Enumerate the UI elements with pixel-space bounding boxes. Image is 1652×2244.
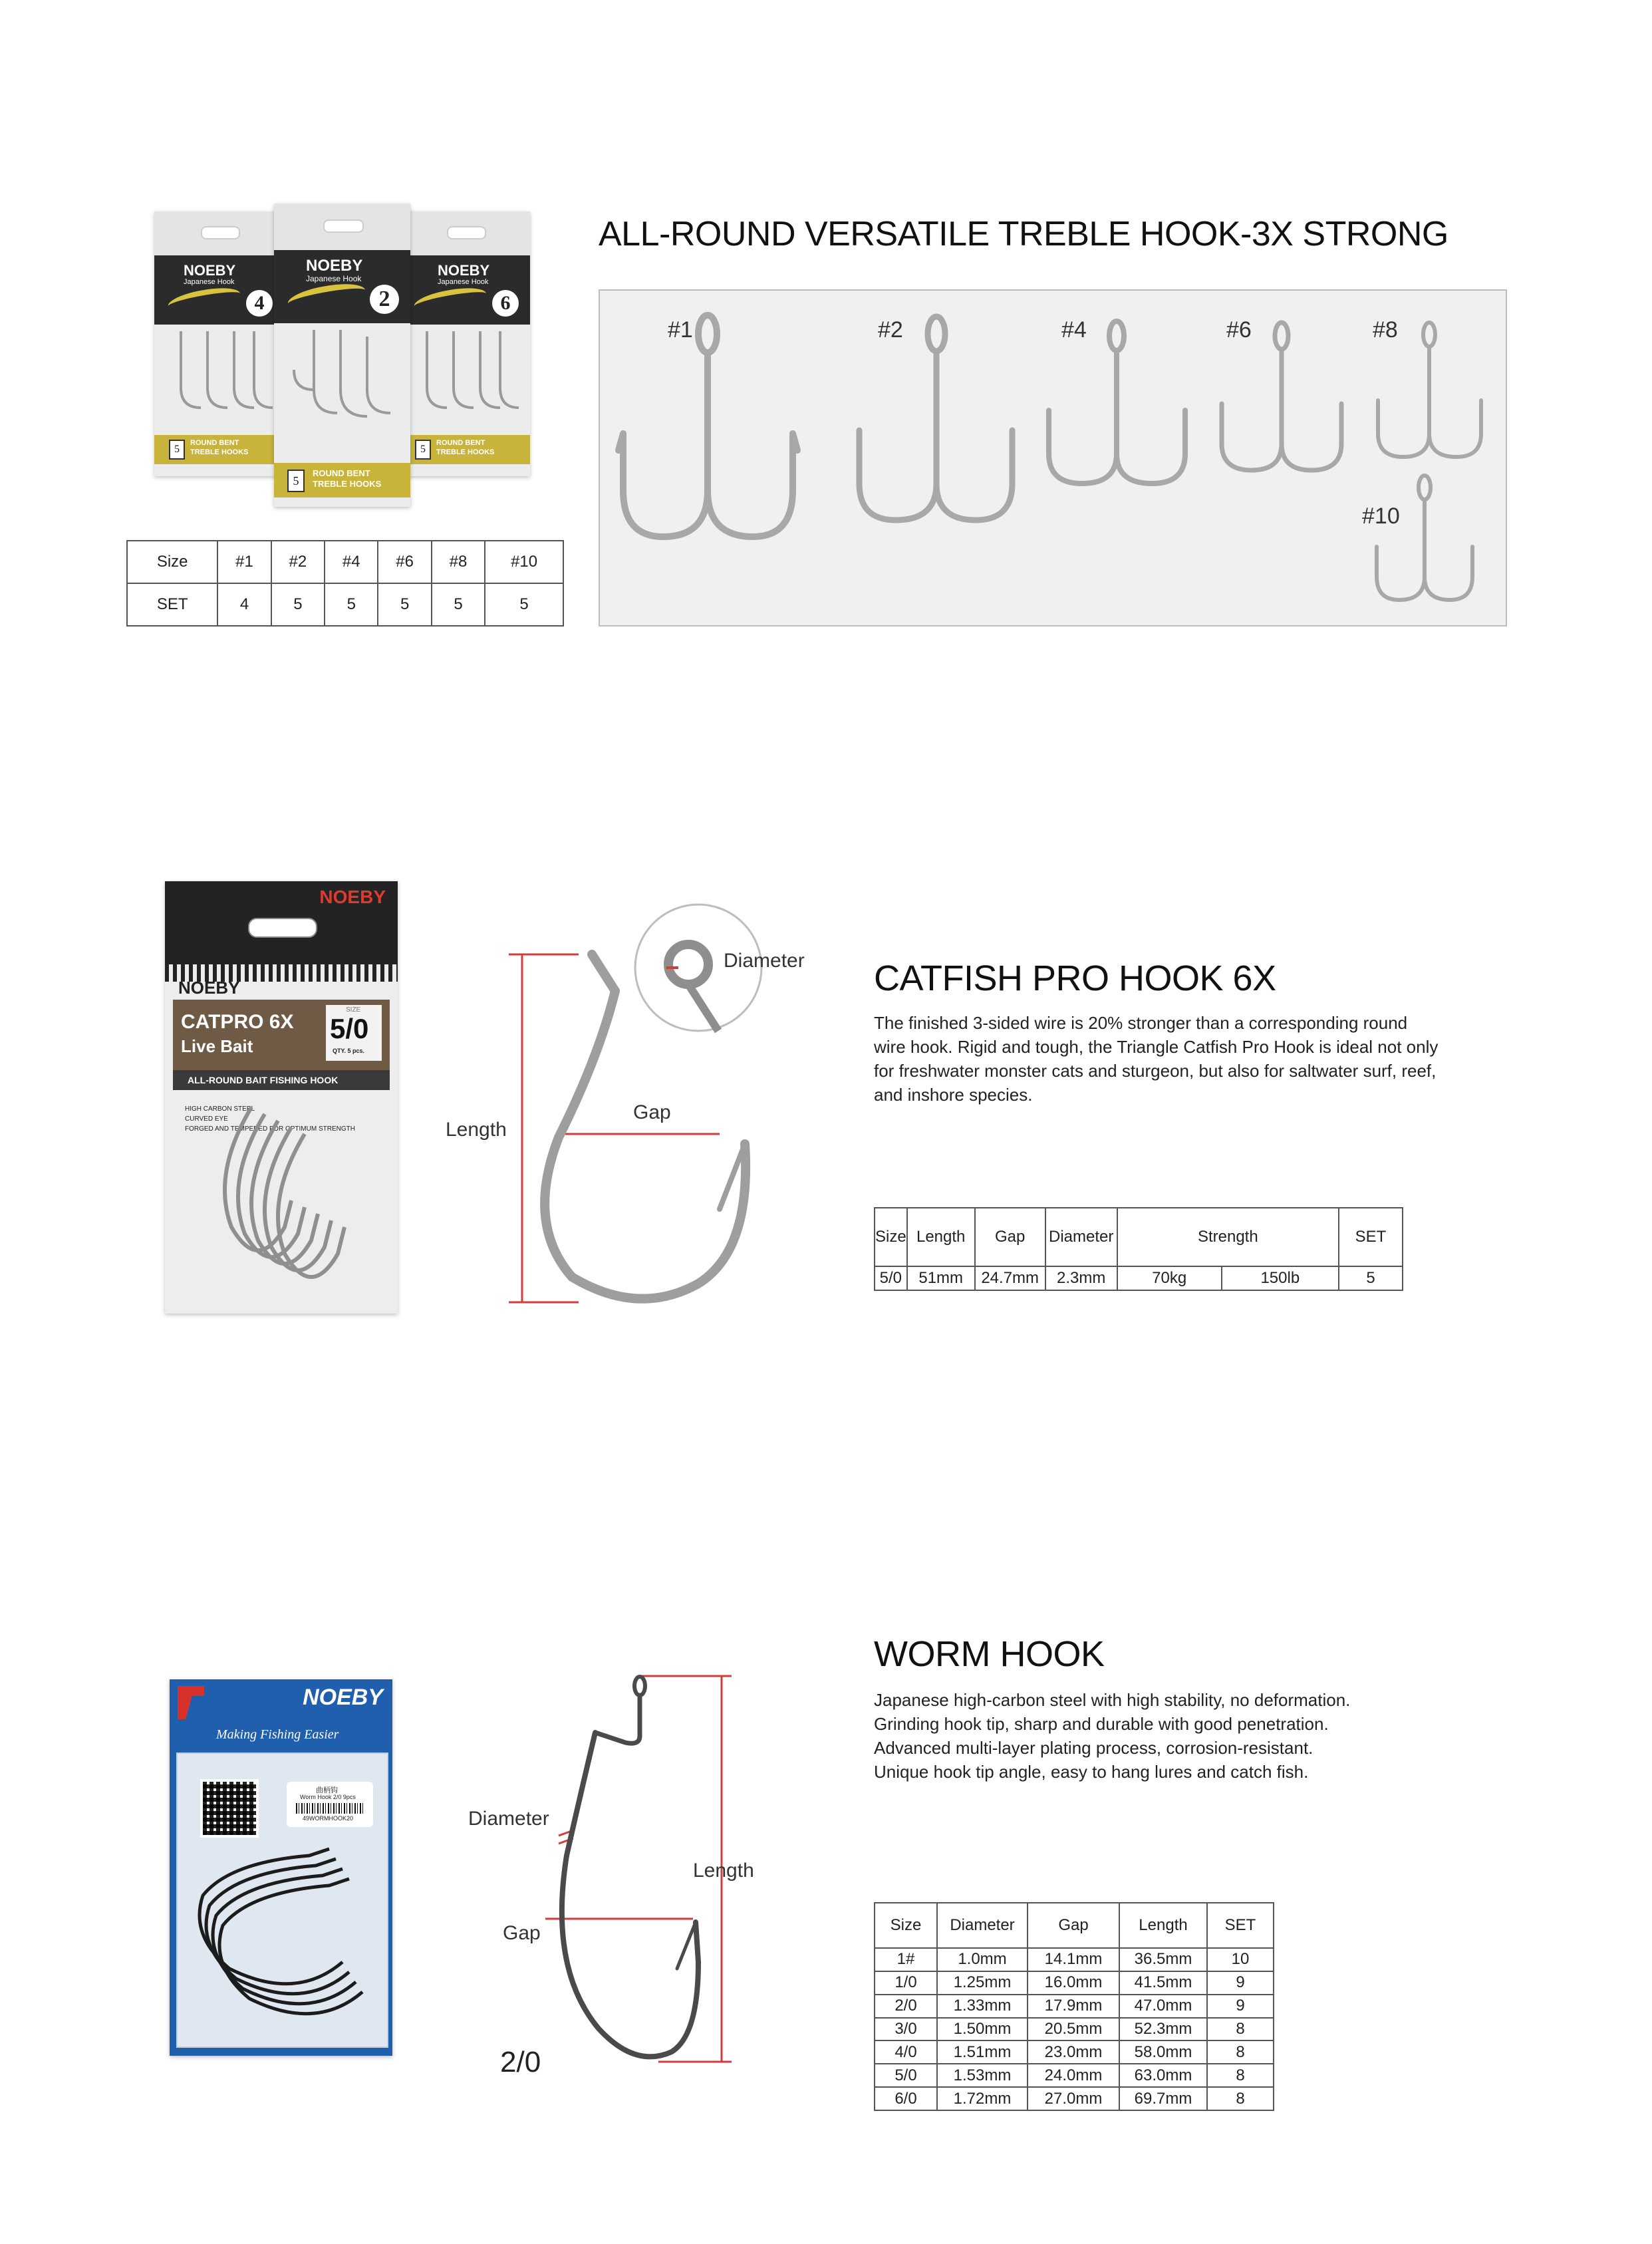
table-cell: 52.3mm <box>1119 2018 1207 2041</box>
description-line: for freshwater monster cats and sturgeon, but also for saltwater surf, reef, <box>874 1061 1437 1081</box>
package-sub: Japanese Hook <box>184 278 235 286</box>
table-cell: 2/0 <box>875 1995 937 2018</box>
table-cell: #4 <box>325 541 378 583</box>
package-brand: NOEBY <box>184 262 236 279</box>
package-brand: NOEBY <box>178 978 240 998</box>
table-cell: 4/0 <box>875 2040 937 2064</box>
dimension-gap-label: Gap <box>503 1922 541 1944</box>
table-cell: 1.25mm <box>937 1971 1028 1995</box>
dimension-gap-label: Gap <box>633 1101 671 1123</box>
package-banner: ALL-ROUND BAIT FISHING HOOK <box>188 1075 339 1085</box>
table-row <box>875 2018 1274 2041</box>
package-sub: Japanese Hook <box>306 274 362 283</box>
table-cell: 16.0mm <box>1028 1971 1119 1995</box>
table-cell: 70kg <box>1117 1266 1222 1290</box>
table-header-row <box>875 1903 1274 1948</box>
hook-size-label: #8 <box>1373 317 1398 343</box>
table-header-cell: Size <box>875 1903 937 1948</box>
table-cell: 1# <box>875 1948 937 1971</box>
dimension-diameter-label: Diameter <box>724 950 805 972</box>
table-cell: 58.0mm <box>1119 2040 1207 2064</box>
table-row <box>875 2087 1274 2110</box>
package-sub: Live Bait <box>181 1036 253 1056</box>
table-cell: 1/0 <box>875 1971 937 1995</box>
hook-size-label: #6 <box>1226 317 1252 343</box>
table-row <box>875 1948 1274 1971</box>
description-line: Grinding hook tip, sharp and durable with good penetration. <box>874 1714 1329 1734</box>
description-line: wire hook. Rigid and tough, the Triangle Catfish Pro Hook is ideal not only <box>874 1037 1439 1057</box>
hooks-inside-icon <box>154 325 284 418</box>
package-brand: NOEBY <box>303 1685 383 1710</box>
table-cell: 17.9mm <box>1028 1995 1119 2018</box>
worm-package <box>170 1679 392 2056</box>
table-cell: 51mm <box>907 1266 975 1290</box>
table-cell: 27.0mm <box>1028 2087 1119 2110</box>
hook-size-label: #1 <box>668 317 693 343</box>
hook-size-label: #10 <box>1362 503 1400 529</box>
package-size: 5/0 <box>330 1013 369 1044</box>
treble-hooks-illustration <box>600 291 1506 625</box>
table-cell: 24.0mm <box>1028 2064 1119 2087</box>
package-name-line1: ROUND BENT <box>313 468 370 478</box>
package-qty: 5 <box>169 440 185 460</box>
table-row <box>875 1266 1403 1290</box>
table-cell: 14.1mm <box>1028 1948 1119 1971</box>
table-cell: 5 <box>271 583 325 626</box>
dimension-length-label: Length <box>446 1119 507 1141</box>
table-cell: 1.33mm <box>937 1995 1028 2018</box>
hooks-inside-icon <box>274 323 410 430</box>
table-cell: Size <box>127 541 217 583</box>
treble-hook-sizes-panel <box>599 289 1507 627</box>
package-qty: 5 <box>287 470 305 492</box>
table-cell: 150lb <box>1222 1266 1339 1290</box>
hooks-inside-icon <box>400 325 530 418</box>
table-cell: 5 <box>1339 1266 1403 1290</box>
table-header-cell: Length <box>1119 1903 1207 1948</box>
table-cell: 63.0mm <box>1119 2064 1207 2087</box>
table-cell: 4 <box>217 583 271 626</box>
table-row <box>875 1971 1274 1995</box>
table-row <box>127 583 563 626</box>
table-cell: 2.3mm <box>1045 1266 1117 1290</box>
hook-size-caption: 2/0 <box>500 2046 541 2078</box>
table-cell: 5 <box>432 583 485 626</box>
table-cell: 8 <box>1207 2040 1274 2064</box>
hook-size-label: #4 <box>1061 317 1087 343</box>
table-cell: 10 <box>1207 1948 1274 1971</box>
worm-description <box>874 1688 1512 1784</box>
table-header-cell: Diameter <box>1045 1208 1117 1266</box>
description-line: The finished 3-sided wire is 20% stronger than a corresponding round <box>874 1013 1408 1033</box>
table-row <box>127 541 563 583</box>
table-header-cell: Size <box>875 1208 907 1266</box>
description-line: Japanese high-carbon steel with high stability, no deformation. <box>874 1690 1351 1710</box>
table-cell: 8 <box>1207 2087 1274 2110</box>
table-cell: SET <box>127 583 217 626</box>
package-name-line1: ROUND BENT <box>190 439 239 447</box>
package-name-line2: TREBLE HOOKS <box>436 448 495 456</box>
table-cell: 23.0mm <box>1028 2040 1119 2064</box>
package-name-line2: TREBLE HOOKS <box>190 448 249 456</box>
table-cell: 20.5mm <box>1028 2018 1119 2041</box>
treble-hook-10-icon <box>1377 476 1472 600</box>
table-cell: 5 <box>485 583 563 626</box>
hook-size-label: #2 <box>878 317 903 343</box>
table-header-cell: Strength <box>1117 1208 1339 1266</box>
table-header-cell: Length <box>907 1208 975 1266</box>
table-header-row <box>875 1208 1403 1266</box>
dimension-diameter-label: Diameter <box>468 1808 549 1830</box>
table-cell: #2 <box>271 541 325 583</box>
table-cell: 6/0 <box>875 2087 937 2110</box>
table-cell: #6 <box>378 541 431 583</box>
table-header-cell: Gap <box>1028 1903 1119 1948</box>
package-size-number: 2 <box>370 285 399 314</box>
table-cell: 5 <box>378 583 431 626</box>
treble-hook-1-icon <box>619 315 797 537</box>
package-size-label: SIZE <box>346 1006 361 1014</box>
package-feature: CURVED EYE <box>185 1115 228 1123</box>
description-line: Advanced multi-layer plating process, corrosion-resistant. <box>874 1738 1313 1758</box>
table-row <box>875 2064 1274 2087</box>
table-cell: 5 <box>325 583 378 626</box>
catfish-title: CATFISH PRO HOOK 6X <box>874 958 1276 998</box>
package-qty: QTY. 5 pcs. <box>333 1048 365 1054</box>
table-cell: 5/0 <box>875 1266 907 1290</box>
hooks-inside-icon <box>165 1101 398 1300</box>
package-brand: NOEBY <box>306 257 363 275</box>
catfish-description <box>874 1011 1512 1107</box>
package-size-number: 6 <box>492 290 519 317</box>
table-cell: 47.0mm <box>1119 1995 1207 2018</box>
package-code: 49WORMHOOK20 <box>303 1815 354 1822</box>
table-header-cell: Diameter <box>937 1903 1028 1948</box>
table-cell: 1.0mm <box>937 1948 1028 1971</box>
table-cell: #10 <box>485 541 563 583</box>
table-cell: #8 <box>432 541 485 583</box>
catfish-hook-diagram <box>479 891 904 1317</box>
table-row <box>875 1995 1274 2018</box>
package-name-line1: ROUND BENT <box>436 439 485 447</box>
package-treble-size-6 <box>400 211 530 476</box>
table-header-cell: SET <box>1207 1903 1274 1948</box>
worm-title: WORM HOOK <box>874 1634 1105 1674</box>
package-sub: Japanese Hook <box>438 278 489 286</box>
package-model: CATPRO 6X <box>181 1011 294 1033</box>
table-cell: 9 <box>1207 1971 1274 1995</box>
table-cell: 8 <box>1207 2018 1274 2041</box>
treble-hook-4-icon <box>1049 321 1185 484</box>
treble-size-table <box>126 540 564 627</box>
treble-title: ALL-ROUND VERSATILE TREBLE HOOK-3X STRONG <box>599 215 1448 253</box>
table-cell: 9 <box>1207 1995 1274 2018</box>
package-slogan: Making Fishing Easier <box>216 1727 339 1742</box>
table-cell: 1.53mm <box>937 2064 1028 2087</box>
package-name-line2: TREBLE HOOKS <box>313 479 382 489</box>
package-feature: FORGED AND TEMPERED FOR OPTIMUM STRENGTH <box>185 1125 355 1133</box>
table-cell: 1.72mm <box>937 2087 1028 2110</box>
table-cell: 36.5mm <box>1119 1948 1207 1971</box>
package-treble-size-4 <box>154 211 284 476</box>
table-cell: 5/0 <box>875 2064 937 2087</box>
table-cell: 69.7mm <box>1119 2087 1207 2110</box>
package-label-line: Worm Hook 2/0 9pcs <box>300 1794 356 1800</box>
package-brand-top: NOEBY <box>319 887 386 907</box>
hooks-inside-icon <box>183 1846 382 2038</box>
package-label-cn: 曲柄钩 <box>316 1786 338 1794</box>
table-cell: 3/0 <box>875 2018 937 2041</box>
description-line: Unique hook tip angle, easy to hang lures and catch fish. <box>874 1762 1309 1782</box>
table-cell: 41.5mm <box>1119 1971 1207 1995</box>
table-row <box>875 2040 1274 2064</box>
treble-hook-6-icon <box>1222 323 1341 470</box>
table-cell: 8 <box>1207 2064 1274 2087</box>
treble-hook-2-icon <box>859 317 1012 520</box>
package-treble-size-2 <box>274 204 410 507</box>
catfish-spec-table <box>874 1207 1403 1291</box>
package-size-number: 4 <box>246 290 273 317</box>
package-qty: 5 <box>415 440 431 460</box>
worm-spec-table <box>874 1902 1274 2111</box>
table-cell: 1.51mm <box>937 2040 1028 2064</box>
table-header-cell: SET <box>1339 1208 1403 1266</box>
treble-hook-8-icon <box>1378 323 1481 457</box>
package-feature: HIGH CARBON STEEL <box>185 1105 255 1113</box>
catfish-package <box>165 881 398 1314</box>
table-cell: 1.50mm <box>937 2018 1028 2041</box>
dimension-length-label: Length <box>693 1860 754 1882</box>
worm-hook-diagram <box>519 1656 798 2082</box>
package-brand: NOEBY <box>438 262 490 279</box>
table-cell: #1 <box>217 541 271 583</box>
table-cell: 24.7mm <box>975 1266 1045 1290</box>
table-header-cell: Gap <box>975 1208 1045 1266</box>
description-line: and inshore species. <box>874 1085 1033 1105</box>
